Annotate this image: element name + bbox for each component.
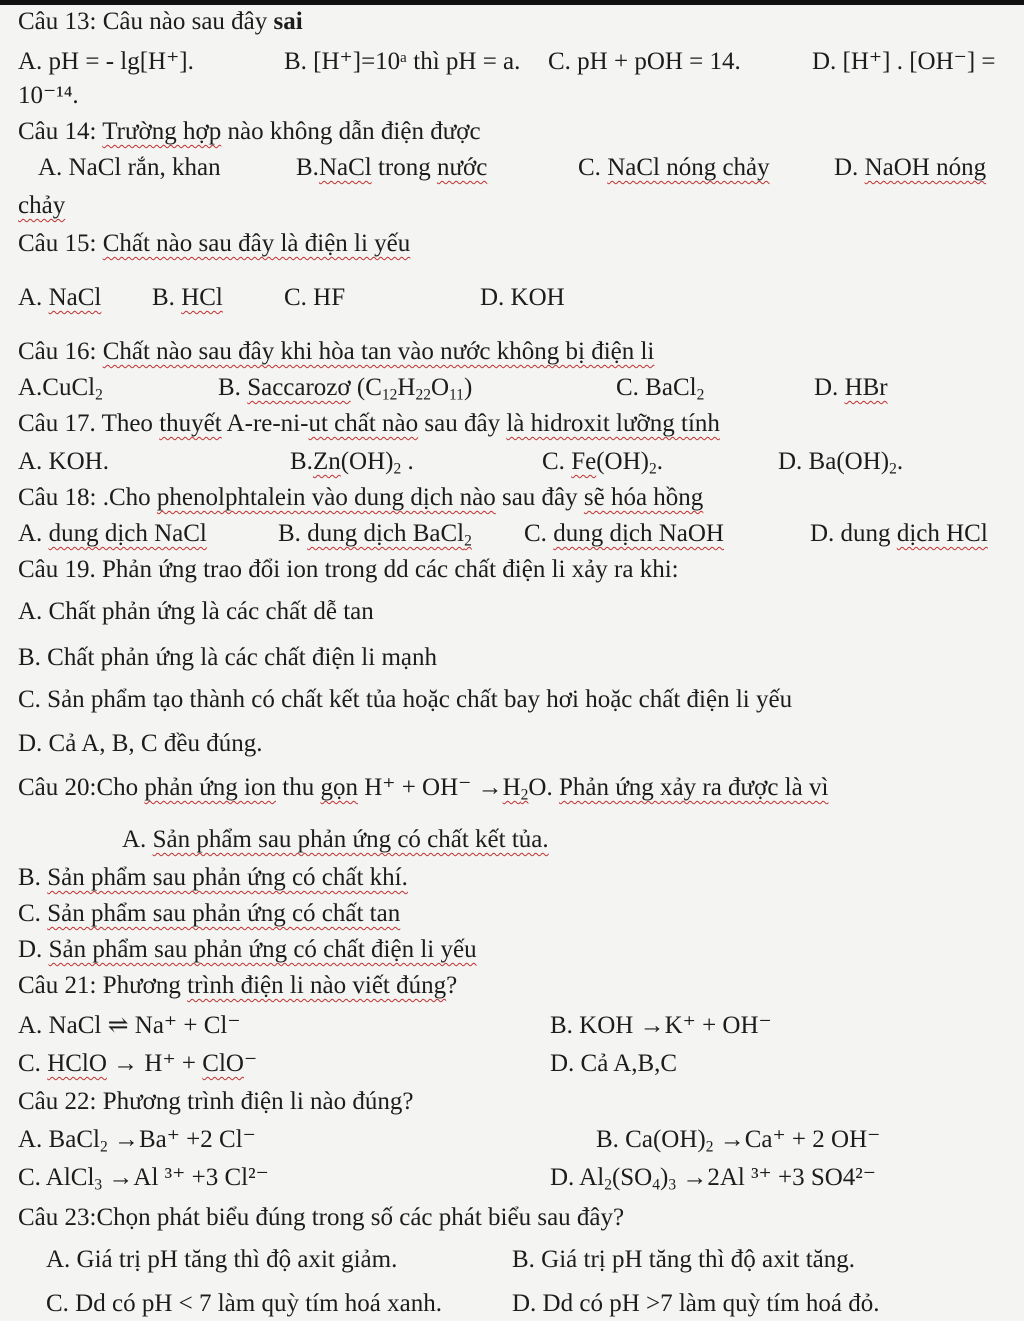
q18-option-d: D. dung dịch HCl	[810, 520, 988, 547]
q15-option-d: D. KOH	[480, 284, 565, 311]
q20-title: Câu 20:Cho phản ứng ion thu gọn $H^+ + OH^- \to H_2O$. Phản ứng xảy ra được là vì	[18, 774, 829, 804]
q15-title: Câu 15: Chất nào sau đây là điện li yếu	[18, 230, 411, 257]
q15-option-b: B. HCl	[152, 284, 223, 311]
q22-option-d: D. $Al_2(SO_4)_3 \to 2Al$ ³⁺ +3 SO4²⁻	[550, 1164, 877, 1194]
q13-option-d: D. [H⁺] . [OH⁻] =	[812, 48, 996, 75]
q13-option-c: C. pH + pOH = 14.	[548, 48, 741, 75]
q22-title: Câu 22: Phương trình điện li nào đúng?	[18, 1088, 414, 1115]
q18-option-a: A. dung dịch NaCl	[18, 520, 207, 547]
q16-option-b: B. Saccarozơ $(C_{12}H_{22}O_{11})$	[218, 374, 473, 404]
q21-option-c: C. HClO → H⁺ + ClO⁻	[18, 1050, 258, 1077]
q18-title: Câu 18: .Cho phenolphtalein vào dung dịch nào sau đây sẽ hóa hồng	[18, 484, 704, 511]
q16-title: Câu 16: Chất nào sau đây khi hòa tan vào nước không bị điện li	[18, 338, 655, 365]
q17-option-c: C. $Fe(OH)_2$.	[542, 448, 663, 478]
q22-option-b: B. $Ca(OH)_2 \to Ca^+ + 2$ OH⁻	[596, 1126, 881, 1156]
q17-option-d: D. $Ba(OH)_2$.	[778, 448, 904, 478]
q16-option-d: D. HBr	[814, 374, 888, 401]
q16-option-a: A.CuCl$_2$	[18, 374, 103, 404]
q22-option-c: C. AlCl$_3$ →Al ³⁺ +3 Cl²⁻	[18, 1164, 269, 1194]
q14-title: Câu 14: Trường hợp nào không dẫn điện được	[18, 118, 481, 145]
q14-option-c: C. NaCl nóng chảy	[578, 154, 770, 181]
q14-option-a: A. NaCl rắn, khan	[38, 154, 221, 181]
q21-option-d: D. Cả A,B,C	[550, 1050, 678, 1077]
q17-title: Câu 17. Theo thuyết A-re-ni-ut chất nào sau đây là hidroxit lưỡng tính	[18, 410, 720, 437]
q20-option-d: D. Sản phẩm sau phản ứng có chất điện li yếu	[18, 936, 477, 963]
q14-option-d-cont: chảy	[18, 192, 66, 219]
q23-option-a: A. Giá trị pH tăng thì độ axit giảm.	[46, 1246, 398, 1273]
top-border	[0, 0, 1024, 5]
q15-option-c: C. HF	[284, 284, 346, 311]
q21-option-b: B. KOH →K⁺ + OH⁻	[550, 1012, 772, 1039]
q19-option-a: A. Chất phản ứng là các chất dễ tan	[18, 598, 374, 625]
q20-option-c: C. Sản phẩm sau phản ứng có chất tan	[18, 900, 401, 927]
q20-option-a: A. Sản phẩm sau phản ứng có chất kết tủa.	[122, 826, 549, 853]
q14-option-b: B.NaCl trong nước	[296, 154, 488, 181]
q23-title: Câu 23:Chọn phát biểu đúng trong số các phát biểu sau đây?	[18, 1204, 625, 1231]
q14-option-d: D. NaOH nóng	[834, 154, 987, 181]
q20-option-b: B. Sản phẩm sau phản ứng có chất khí.	[18, 864, 408, 891]
q18-option-b: B. dung dịch BaCl$_2$	[278, 520, 472, 550]
q23-option-d: D. Dd có pH >7 làm quỳ tím hoá đỏ.	[512, 1290, 880, 1317]
q19-option-c: C. Sản phẩm tạo thành có chất kết tủa hoặc chất bay hơi hoặc chất điện li yếu	[18, 686, 793, 713]
q21-title: Câu 21: Phương trình điện li nào viết đúng?	[18, 972, 458, 999]
q13-title: Câu 13: Câu nào sau đây sai	[18, 8, 303, 35]
q19-option-b: B. Chất phản ứng là các chất điện li mạnh	[18, 644, 437, 671]
q18-option-c: C. dung dịch NaOH	[524, 520, 724, 547]
q17-option-b: $B.Zn(OH)_2$ .	[290, 448, 414, 478]
q13-option-a: A. pH = - lg[H⁺].	[18, 48, 194, 75]
q19-option-d: D. Cả A, B, C đều đúng.	[18, 730, 263, 757]
q21-option-a: A. NaCl ⇌ Na⁺ + Cl⁻	[18, 1012, 241, 1039]
q19-title: Câu 19. Phản ứng trao đổi ion trong dd các chất điện li xảy ra khi:	[18, 556, 679, 583]
q13-option-b: B. [H⁺]=10ᵃ thì pH = a.	[284, 48, 521, 75]
q13-option-d-cont: 10⁻¹⁴.	[18, 82, 79, 109]
q22-option-a: A. BaCl$_2$ →Ba⁺ +2 Cl⁻	[18, 1126, 256, 1156]
q23-option-c: C. Dd có pH < 7 làm quỳ tím hoá xanh.	[46, 1290, 442, 1317]
q17-option-a: A. KOH.	[18, 448, 109, 475]
q15-option-a: A. NaCl	[18, 284, 102, 311]
q16-option-c: C. BaCl$_2$	[616, 374, 705, 404]
q23-option-b: B. Giá trị pH tăng thì độ axit tăng.	[512, 1246, 856, 1273]
